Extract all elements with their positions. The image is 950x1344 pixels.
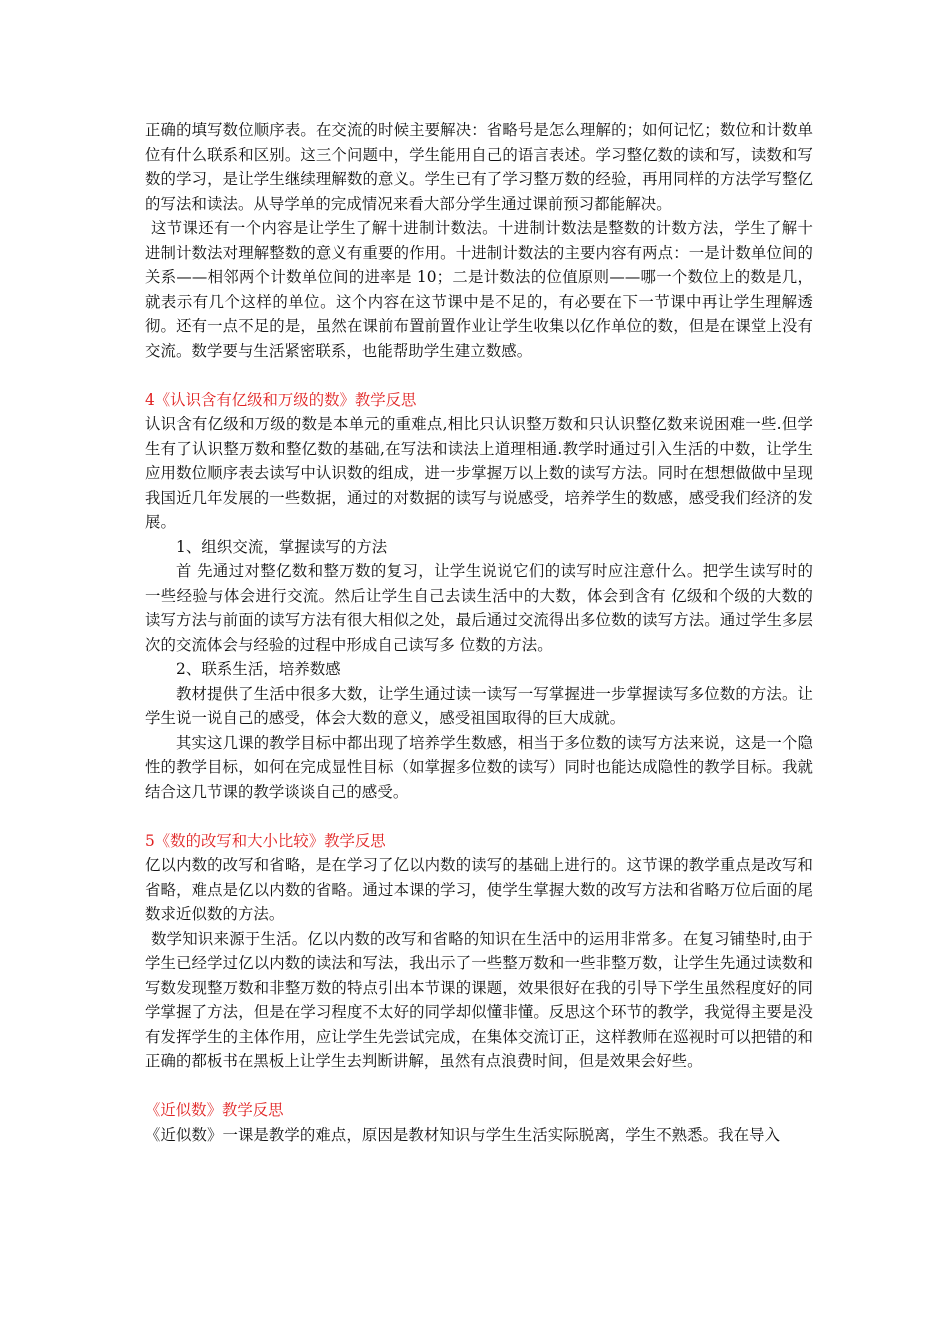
section-5-heading: 5《数的改写和大小比较》教学反思 [145,831,386,850]
section-4-paragraph-4: 其实这几课的教学目标中都出现了培养学生数感，相当于多位数的读写方法来说，这是一个隐性的教学目标，如何在完成显性目标（如掌握多位数的读写）同时也能达成隐性的教学目标。我就结合这几节课的教学谈谈自己的感受。 [145,733,813,801]
section-4-paragraph-2: 首 先通过对整亿数和整万数的复习，让学生说说它们的读写时应注意什么。把学生读写时的一些经验与体会进行交流。然后让学生自己去读生活中的大数，体会到含有 亿级和个级的大数的读写方法与前面的读写方法有很大相似之处，最后通过交流得出多位数的读写方法。通过学生多层次的交流体会与经验的过程中形成自己读写多 位数的方法。 [145,562,813,654]
section-5-paragraph-2: 数学知识来源于生活。亿以内数的改写和省略的知识在生活中的运用非常多。在复习铺垫时,由于学生已经学过亿以内数的读法和写法，我出示了一些整万数和一些非整万数，让学生先通过读数和写数发现整万数和非整万数的特点引出本节课的课题，效果很好在我的引导下学生虽然程度好的同学掌握了方法，但是在学习程度不太好的同学却似懂非懂。反思这个环节的教学，我觉得主要是没有发挥学生的主体作用，应让学生先尝试完成，在集体交流订正，这样教师在巡视时可以把错的和正确的都板书在黑板上让学生去判断讲解，虽然有点浪费时间，但是效果会好些。 [145,929,813,1070]
intro-paragraph-1: 正确的填写数位顺序表。在交流的时候主要解决：省略号是怎么理解的；如何记忆；数位和计数单位有什么联系和区别。这三个问题中，学生能用自己的语言表述。学习整亿数的读和写，读数和写数的学习，是让学生继续理解数的意义。学生已有了学习整万数的经验，再用同样的方法学写整亿的写法和读法。从导学单的完成情况来看大部分学生通过课前预习都能解决。 [145,121,813,213]
section-4-paragraph-1: 认识含有亿级和万级的数是本单元的重难点,相比只认识整万数和只认识整亿数来说困难一些.但学生有了认识整万数和整亿数的基础,在写法和读法上道理相通.教学时通过引入生活的中数，让学生应用数位顺序表去读写中认识数的组成，进一步掌握万以上数的读写方法。同时在想想做做中呈现我国近几年发展的一些数据，通过的对数据的读写与说感受，培养学生的数感，感受我们经济的发展。 [145,415,813,531]
section-4-paragraph-3: 教材提供了生活中很多大数，让学生通过读一读写一写掌握进一步掌握读写多位数的方法。让学生说一说自己的感受，体会大数的意义，感受祖国取得的巨大成就。 [145,684,813,727]
document-page [145,118,813,1147]
intro-paragraph-2: 这节课还有一个内容是让学生了解十进制计数法。十进制计数法是整数的计数方法，学生了解十进制计数法对理解整数的意义有重要的作用。十进制计数法的主要内容有两点：一是计数单位间的关系——相邻两个计数单位间的进率是 10；二是计数法的位值原则——哪一个数位上的数是几，就表示有几个这样的单位。这个内容在这节课中是不足的，有必要在下一节课中再让学生理解透彻。还有一点不足的是，虽然在课前布置前置作业让学生收集以亿作单位的数，但是在课堂上没有交流。数学要与生活紧密联系，也能帮助学生建立数感。 [145,219,813,360]
section-4-subheading-1: 1、组织交流，掌握读写的方法 [176,537,388,556]
section-5-paragraph-1: 亿以内数的改写和省略，是在学习了亿以内数的读写的基础上进行的。这节课的教学重点是改写和省略，难点是亿以内数的省略。通过本课的学习，使学生掌握大数的改写方法和省略万位后面的尾数求近似数的方法。 [145,856,813,923]
section-4-heading: 4《认识含有亿级和万级的数》教学反思 [145,390,417,409]
section-6-heading: 《近似数》教学反思 [145,1101,284,1119]
section-6-paragraph-1: 《近似数》一课是教学的难点，原因是教材知识与学生生活实际脱离，学生不熟悉。我在导入 [145,1125,781,1144]
section-4-subheading-2: 2、联系生活，培养数感 [176,660,341,678]
